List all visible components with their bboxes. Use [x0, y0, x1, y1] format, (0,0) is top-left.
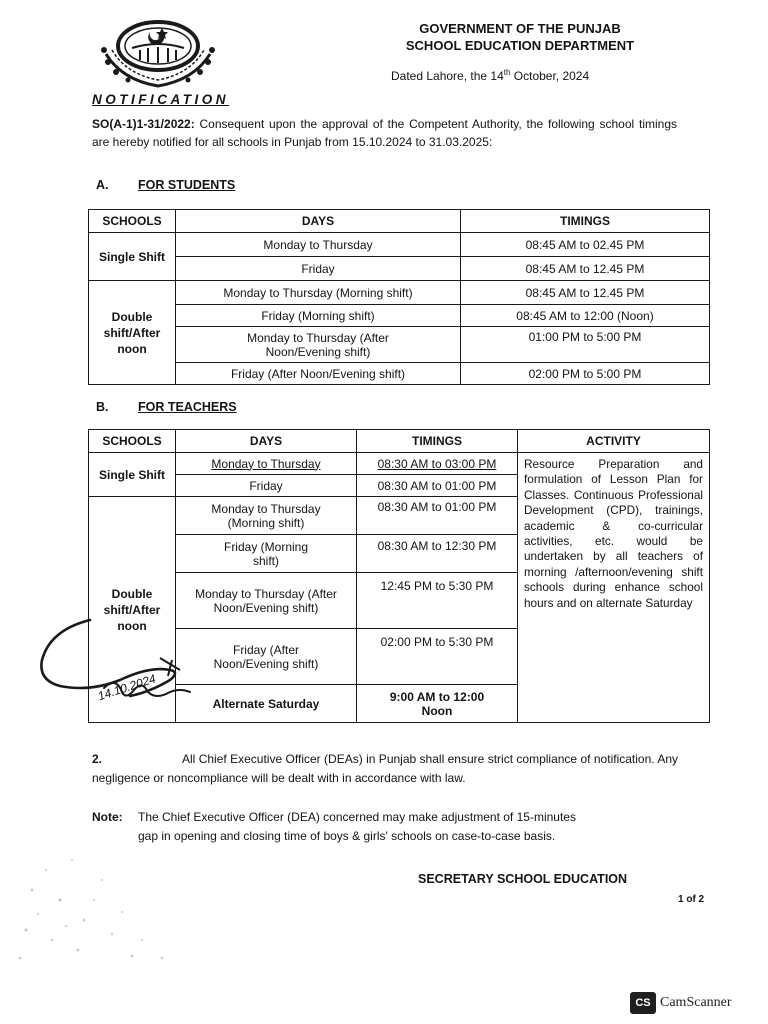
column-header: DAYS — [176, 430, 357, 453]
camscanner-logo-icon: CS — [630, 992, 656, 1014]
punjab-emblem-icon — [92, 10, 224, 94]
camscanner-text: CamScanner — [660, 995, 732, 1010]
table-row — [89, 363, 710, 385]
department-header — [360, 20, 680, 54]
column-header: SCHOOLS — [89, 210, 176, 233]
signatory-title: SECRETARY SCHOOL EDUCATION — [418, 872, 628, 886]
table-row — [89, 257, 710, 281]
days-cell: Monday to Thursday (Morning shift) — [176, 497, 357, 535]
page-number: 1 of 2 — [678, 894, 705, 905]
column-header: TIMINGS — [461, 210, 710, 233]
school-type-cell: Double shift/After noon — [89, 281, 176, 385]
table-row — [89, 233, 710, 257]
days-cell: Alternate Saturday — [176, 685, 357, 723]
signature-date: 14.10.2024 — [96, 671, 158, 704]
timings-cell: 02:00 PM to 5:00 PM — [461, 363, 710, 385]
table-row — [89, 453, 710, 475]
table-row — [89, 305, 710, 327]
students-timings-table — [88, 209, 710, 385]
department-line: SCHOOL EDUCATION DEPARTMENT — [405, 38, 635, 53]
table-header-row — [89, 430, 710, 453]
section-a-heading: A. FOR STUDENTS — [96, 178, 236, 192]
school-type-cell: Double shift/After noon — [89, 497, 176, 723]
column-header: SCHOOLS — [89, 430, 176, 453]
column-header: DAYS — [176, 210, 461, 233]
timings-cell: 01:00 PM to 5:00 PM — [461, 327, 710, 363]
reference-number: SO(A-1)1-31/2022: — [92, 117, 195, 131]
timings-cell: 08:45 AM to 12:00 (Noon) — [461, 305, 710, 327]
note: Note: The Chief Executive Officer (DEA) concerned may make adjustment of 15-minutes gap in opening and closing time of boys & girls' schools on case-to-case basis. — [92, 810, 576, 843]
timings-cell: 08:30 AM to 03:00 PM — [357, 453, 518, 475]
timings-cell: 08:45 AM to 02.45 PM — [461, 233, 710, 257]
days-cell: Friday (After Noon/Evening shift) — [176, 363, 461, 385]
school-type-cell: Single Shift — [89, 233, 176, 281]
timings-cell: 12:45 PM to 5:30 PM — [357, 573, 518, 629]
paragraph-2: 2. All Chief Executive Officer (DEAs) in Punjab shall ensure strict compliance of notification. Any negligence or noncompliance will be dealt with in accordance with law. — [92, 752, 678, 785]
camscanner-watermark — [630, 992, 732, 1014]
government-line: GOVERNMENT OF THE PUNJAB — [419, 21, 621, 36]
activity-cell: Resource Preparation and formulation of Lesson Plan for Classes. Continuous Professional Development (CPD), trainings, academic & co-curricular activities, etc. would be undertaken by all teachers of morning /afternoon/evening shift schools during enhance school hours and on alternate Saturday — [518, 453, 710, 723]
days-cell: Friday (Morning shift) — [176, 305, 461, 327]
table-row — [89, 327, 710, 363]
school-type-cell: Single Shift — [89, 453, 176, 497]
column-header: TIMINGS — [357, 430, 518, 453]
timings-cell: 08:45 AM to 12.45 PM — [461, 281, 710, 305]
note-label: Note: — [92, 810, 123, 824]
days-cell: Friday (Morning shift) — [176, 535, 357, 573]
column-header: ACTIVITY — [518, 430, 710, 453]
timings-cell: 08:30 AM to 01:00 PM — [357, 475, 518, 497]
signature-icon — [30, 600, 210, 740]
days-cell: Friday (After Noon/Evening shift) — [176, 629, 357, 685]
days-cell: Monday to Thursday (After Noon/Evening shift) — [176, 573, 357, 629]
days-cell: Monday to Thursday — [176, 453, 357, 475]
section-b-heading: B. FOR TEACHERS — [96, 400, 237, 414]
timings-cell: 02:00 PM to 5:30 PM — [357, 629, 518, 685]
table-row — [89, 281, 710, 305]
scan-speckle — [12, 830, 192, 970]
timings-cell: 08:45 AM to 12.45 PM — [461, 257, 710, 281]
days-cell: Monday to Thursday — [176, 233, 461, 257]
days-cell: Friday — [176, 257, 461, 281]
timings-cell: 08:30 AM to 01:00 PM — [357, 497, 518, 535]
dated-line: Dated Lahore, the 14th October, 2024 — [391, 68, 590, 83]
timings-cell: 08:30 AM to 12:30 PM — [357, 535, 518, 573]
notification-paragraph: SO(A-1)1-31/2022: Consequent upon the approval of the Competent Authority, the following school timings are hereby notified for all schools in Punjab from 15.10.2024 to 31.03.2025: — [92, 117, 677, 149]
days-cell: Friday — [176, 475, 357, 497]
days-cell: Monday to Thursday (After Noon/Evening shift) — [176, 327, 461, 363]
timings-cell: 9:00 AM to 12:00 Noon — [357, 685, 518, 723]
days-cell: Monday to Thursday (Morning shift) — [176, 281, 461, 305]
table-header-row — [89, 210, 710, 233]
notification-title: NOTIFICATION — [92, 92, 229, 107]
